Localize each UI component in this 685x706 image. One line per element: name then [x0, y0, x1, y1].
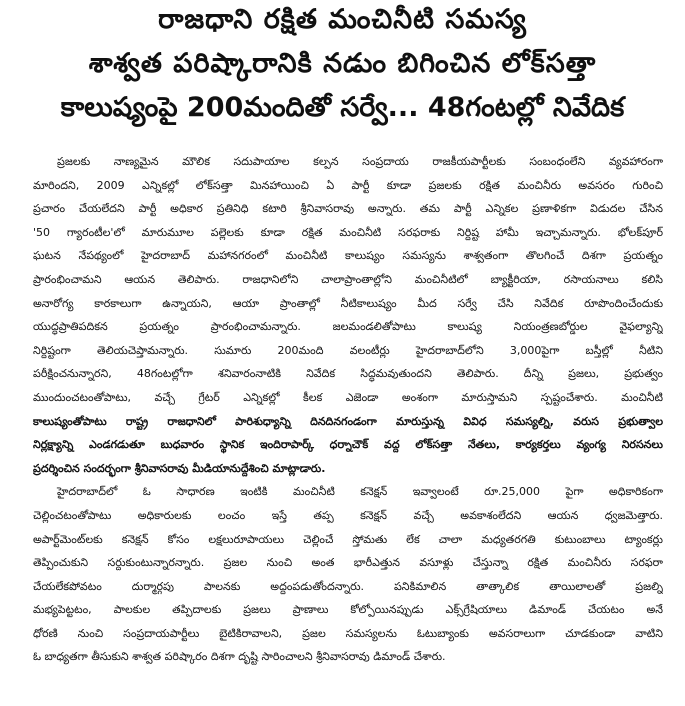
paragraph-line: యుద్ధప్రాతిపదికన ప్రయత్నం ప్రారంభించామన్నారు. జలమండలితోపాటు కాలుష్య నియంత్రణబోర్డుల వైఫల్యాన్ని [33, 320, 663, 334]
paragraph-line: ప్రదర్శించిన సందర్భంగా శ్రీనివాసరావు మీడియానుద్దేశించి మాట్లాడారు. [33, 461, 326, 475]
paragraph-line: హైదరాబాద్‌లో ఓ సాధారణ ఇంటికి మంచినీటి కనెక్షన్ ఇవ్వాలంటే రూ.25,000 పైగా అధికారికంగా [57, 485, 663, 499]
paragraph-line: ప్రజలకు నాణ్యమైన మౌలిక సదుపాయాల కల్పన సంప్రదాయ రాజకీయపార్టీలకు సంబంధంలేని వ్యవహారంగా [57, 155, 663, 168]
paragraph-line: ఓ బాధ్యతగా తీసుకుని శాశ్వత పరిష్కారం దిశగా దృష్టి సారించాలని శ్రీనివాసరావు డిమాండ్ చేశారు. [33, 650, 446, 664]
paragraph-1 [33, 150, 663, 480]
paragraph-line: నిర్లక్ష్యాన్ని ఎండగడుతూ బుధవారం స్థానిక ఇందిరాపార్క్ ధర్నాచౌక్ వద్ద లోక్‌సత్తా నేతలు, కార్యకర్తలు వ్యంగ్య నిరసనలు [33, 438, 663, 452]
paragraph-line: '50 గ్యారంటీల'లో మారుమూల పల్లెలకు కూడా రక్షిత మంచినీటి సరఫరాకు నిర్దిష్ట హామీ ఇచ్చామన్నారు. భోలక్‌పూర్ [33, 225, 663, 239]
paragraph-2 [33, 480, 663, 669]
paragraph-line: ప్రారంభించామని ఆయన తెలిపారు. రాజధానిలోని చాలాప్రాంతాల్లోని మంచినీటిలో బ్యాక్టీరియా, రసాయనాలు కలిసి [33, 272, 663, 286]
paragraph-line: ముందుంచటంతోపాటు, వచ్చే గ్రేటర్ ఎన్నికల్లో కీలక ఎజెండా అంశంగా మారుస్తామని స్పష్టంచేశారు. మంచినీటి [33, 390, 663, 404]
headline-1: రాజధాని రక్షిత మంచినీటి సమస్య [158, 4, 527, 35]
paragraph-line: చెల్లించటంతోపాటు అధికారులకు లంచం ఇస్తే తప్ప కనెక్షన్ వచ్చే అవకాశంలేదని ఆయన ధ్వజమెత్తారు. [33, 508, 663, 522]
paragraph-line: ప్రచారం చేయలేదని పార్టీ అధికార ప్రతినిధి కటారి శ్రీనివాసరావు అన్నారు. తమ పార్టీ ఎన్నికల ప్రణాళికగా విడుదల చేసిన [33, 202, 663, 216]
paragraph-line: ఘటన నేపథ్యంలో హైదరాబాద్ మహానగరంలో మంచినీటి కాలుష్యం సమస్యను శాశ్వతంగా తొలగించే దిశగా ప్రయత్నం [33, 249, 663, 263]
headline-2: శాశ్వత పరిష్కారానికి నడుం బిగించిన లోక్‌సత్తా [88, 48, 597, 79]
paragraph-line: కాలుష్యంతోపాటు రాష్ట్ర రాజధానిలో పారిశుధ్యాన్ని దినదినగండంగా మారుస్తున్న వివిధ సమస్యల్ని, వరుస ప్రభుత్వాల [33, 414, 663, 428]
paragraph-line: మభ్యపెట్టటం, పాలకుల తప్పిదాలకు ప్రజలు ప్రాణాలు కోల్పోయినప్పుడు ఎక్స్‌గ్రేషియాలు డిమాండ్ చేయటం అనే [33, 603, 663, 617]
paragraph-line: ధోరణి నుంచి సంప్రదాయపార్టీలు బైటికిరావాలని, ప్రజల సమస్యలను ఓటుబ్యాంకు అవసరాలుగా చూడకుండా వాటిని [33, 626, 663, 640]
paragraph-line: అపార్ట్‌మెంట్‌లకు కనెక్షన్ కోసం లక్షలురూపాయలు చెల్లించే స్తోమతు లేక చాలా మధ్యతరగతి కుటుంబాలు ట్యాంకర్లు [33, 532, 663, 546]
headline-3: కాలుష్యంపై 200మందితో సర్వే... 48గంటల్లో నివేదిక [60, 92, 625, 123]
paragraph-line: చేయలేకపోవటం దుర్మార్గపు పాలనకు అద్దంపడుతోందన్నారు. పనికిమాలిన తాత్కాలిక తాయిలాలతో ప్రజల్ని [33, 579, 663, 593]
article-body [33, 150, 663, 669]
paragraph-line: మారిందని, 2009 ఎన్నికల్లో లోక్‌సత్తా మినహాయించి ఏ పార్టీ కూడా ప్రజలకు రక్షిత మంచినీరు అవసరం గురించి [33, 178, 663, 192]
paragraph-line: పరీక్షించనున్నారని, 48గంటల్లోగా శనివారంనాటికి నివేదిక సిద్ధమవుతుందని తెలిపారు. దీన్ని ప్రజలు, ప్రభుత్వం [33, 367, 663, 381]
paragraph-line: నిర్దిష్టంగా తెలియచెప్తామన్నారు. సుమారు 200మంది వలంటీర్లు హైదరాబాద్‌లోని 3,000పైగా బస్తీల్లో నీటిని [33, 343, 663, 357]
paragraph-line: తెప్పించుకుని సర్దుకుంటున్నారన్నారు. ప్రజల నుంచి అంత భారీఎత్తున వసూళ్లు చేస్తున్నా రక్షిత మంచినీరు సరఫరా [33, 556, 663, 570]
paragraph-line: అనారోగ్య కారకాలుగా ఉన్నాయని, ఆయా ప్రాంతాల్లో నీటికాలుష్యం మీద సర్వే చేసి నివేదిక రూపొందించేందుకు [33, 296, 663, 310]
